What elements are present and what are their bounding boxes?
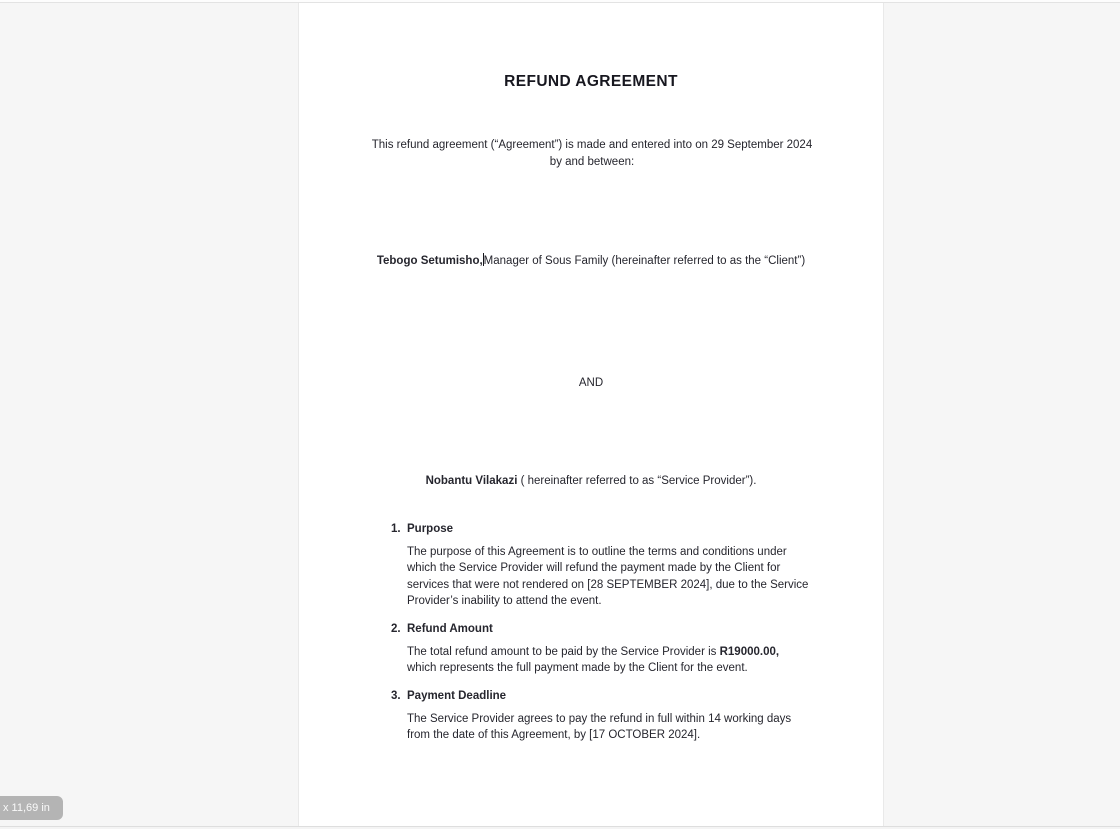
section-body-text: The total refund amount to be paid by the Service Provider is [407, 645, 720, 658]
document-page[interactable] [298, 3, 884, 829]
section-body [407, 711, 810, 744]
section-body-text: which represents the full payment made by the Client for the event. [407, 662, 748, 674]
section-heading-label: Purpose [407, 523, 454, 535]
section-heading-label: Refund Amount [407, 623, 493, 635]
party-client-name: Tebogo Setumisho, [376, 255, 483, 267]
conjunction-line[interactable]: AND [578, 377, 604, 389]
page-size-badge: x 11,69 in [0, 796, 63, 820]
party-client-line[interactable] [299, 253, 883, 270]
section-body-text: The purpose of this Agreement is to outline the terms and conditions under which the Service Provider will refund the payment made by the Client for services that were not rendered on [28 SEPTEMBER 2024], due to the Service Provider’s inability to attend the event. [407, 545, 809, 607]
section-heading [391, 688, 811, 705]
section-payment-deadline[interactable] [391, 688, 811, 744]
section-heading [391, 621, 811, 638]
section-body-bold: R19000.00, [719, 645, 780, 658]
party-provider-role: ( hereinafter referred to as “Service Provider”). [517, 475, 757, 487]
section-body-text: The Service Provider agrees to pay the refund in full within 14 working days from the date of this Agreement, by [17 OCTOBER 2024]. [407, 712, 792, 741]
party-client-role: Manager of Sous Family (hereinafter referred to as the “Client”) [483, 255, 806, 267]
section-heading-label: Payment Deadline [407, 690, 507, 702]
section-number: 2. [391, 623, 401, 635]
party-provider-line[interactable] [299, 473, 883, 490]
document-title[interactable]: REFUND AGREEMENT [504, 73, 678, 90]
canvas-top-edge [0, 0, 1120, 3]
section-heading [391, 521, 811, 538]
section-refund-amount[interactable] [391, 621, 811, 677]
section-purpose[interactable] [391, 521, 811, 610]
section-body [407, 644, 810, 677]
intro-paragraph[interactable]: This refund agreement (“Agreement”) is made and entered into on 29 September 2024 by and between: [371, 139, 813, 168]
section-number: 1. [391, 523, 401, 535]
party-provider-name: Nobantu Vilakazi [425, 475, 518, 487]
section-body [407, 544, 810, 610]
section-number: 3. [391, 690, 401, 702]
